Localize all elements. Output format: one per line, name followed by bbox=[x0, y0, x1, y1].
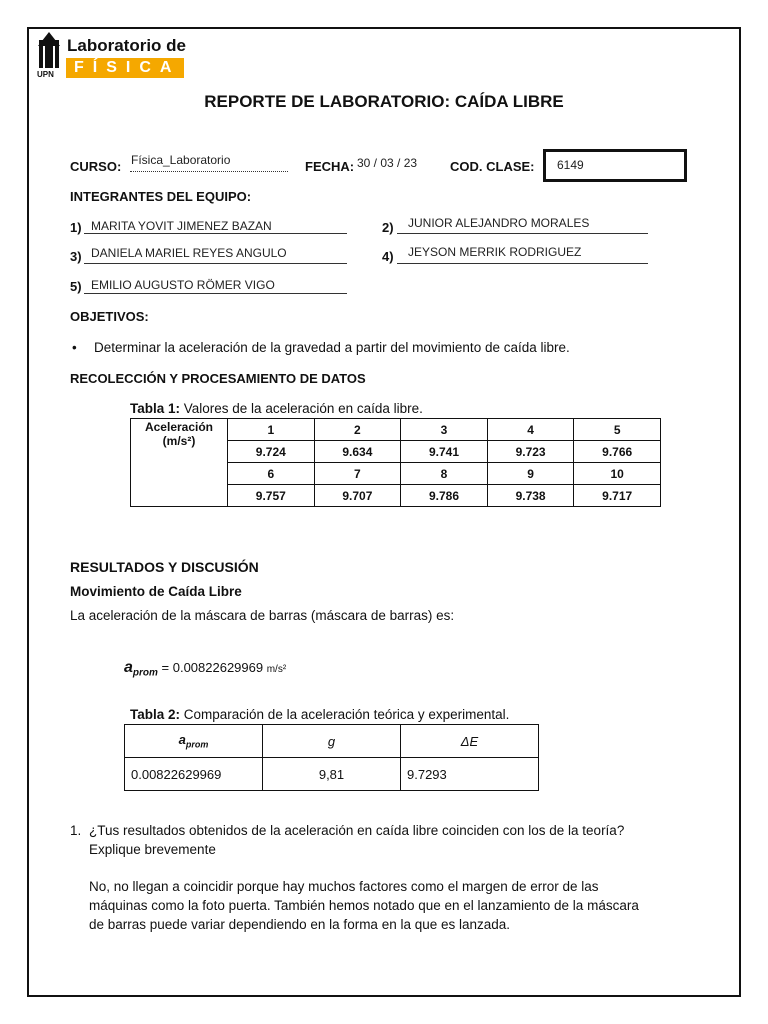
logo-line1: Laboratorio de bbox=[67, 36, 187, 55]
member-3-name: DANIELA MARIEL REYES ANGULO bbox=[91, 246, 287, 260]
member-4-name: JEYSON MERRIK RODRIGUEZ bbox=[408, 245, 582, 259]
objective-item: Determinar la aceleración de la gravedad a partir del movimiento de caída libre. bbox=[94, 340, 570, 355]
table2-caption bbox=[130, 707, 509, 722]
table1-caption bbox=[130, 401, 423, 416]
formula-subscript: prom bbox=[132, 667, 158, 679]
cod-clase-value: 6149 bbox=[557, 158, 584, 172]
member-2-num: 2) bbox=[382, 220, 394, 235]
member-2-line bbox=[397, 233, 648, 234]
table1-index: 10 bbox=[574, 463, 661, 485]
objectives-heading: OBJETIVOS: bbox=[70, 309, 149, 324]
results-intro: La aceleración de la máscara de barras (máscara de barras) es: bbox=[70, 608, 455, 623]
upn-logo bbox=[36, 32, 186, 82]
table2-caption-rest: Comparación de la aceleración teórica y experimental. bbox=[180, 707, 510, 722]
member-3-num: 3) bbox=[70, 249, 82, 264]
table1-value: 9.707 bbox=[314, 485, 401, 507]
table2-value-delta-e: 9.7293 bbox=[401, 758, 539, 791]
table1-index: 5 bbox=[574, 419, 661, 441]
table1-value: 9.634 bbox=[314, 441, 401, 463]
table1-value: 9.724 bbox=[228, 441, 315, 463]
curso-label: CURSO: bbox=[70, 159, 122, 174]
table2-value-g: 9,81 bbox=[263, 758, 401, 791]
table1-caption-bold: Tabla 1: bbox=[130, 401, 181, 416]
table1-row-header-line2: (m/s²) bbox=[162, 434, 196, 448]
table2-h1-symbol: a bbox=[178, 732, 186, 748]
comparison-table bbox=[124, 724, 539, 791]
question-line2: Explique brevemente bbox=[89, 842, 216, 857]
member-5-num: 5) bbox=[70, 279, 82, 294]
results-subheading: Movimiento de Caída Libre bbox=[70, 584, 242, 599]
table1-index: 1 bbox=[228, 419, 315, 441]
question-text bbox=[89, 821, 624, 859]
member-5-name: EMILIO AUGUSTO RÖMER VIGO bbox=[91, 278, 275, 292]
table1-index: 2 bbox=[314, 419, 401, 441]
curso-dots bbox=[130, 171, 288, 172]
table1-index: 9 bbox=[487, 463, 574, 485]
acceleration-table bbox=[130, 418, 661, 507]
member-1-num: 1) bbox=[70, 220, 82, 235]
answer-text bbox=[89, 877, 639, 934]
formula-value: = 0.00822629969 bbox=[157, 660, 267, 675]
table2-header-g: g bbox=[263, 725, 401, 758]
table1-index: 7 bbox=[314, 463, 401, 485]
table1-row-header-line1: Aceleración bbox=[144, 420, 214, 434]
table2-header-aprom bbox=[125, 725, 263, 758]
table1-value: 9.786 bbox=[401, 485, 488, 507]
member-3-line bbox=[84, 263, 347, 264]
formula-unit: m/s² bbox=[266, 664, 287, 675]
table2-value-aprom: 0.00822629969 bbox=[125, 758, 263, 791]
table1-row-header bbox=[131, 419, 228, 507]
fecha-value: 30 / 03 / 23 bbox=[357, 156, 418, 170]
table2-h1-sub: prom bbox=[185, 739, 209, 750]
results-heading: RESULTADOS Y DISCUSIÓN bbox=[70, 559, 259, 575]
answer-line3: de barras puede variar dependiendo en la forma en la que es lanzada. bbox=[89, 917, 511, 932]
question-number: 1. bbox=[70, 823, 82, 838]
logo-acronym: UPN bbox=[37, 70, 54, 79]
member-4-num: 4) bbox=[382, 249, 394, 264]
data-section-heading: RECOLECCIÓN Y PROCESAMIENTO DE DATOS bbox=[70, 371, 366, 386]
table1-value: 9.757 bbox=[228, 485, 315, 507]
table1-index: 6 bbox=[228, 463, 315, 485]
answer-line2: máquinas como la foto puerta. También hemos notado que en el lanzamiento de la máscara bbox=[89, 898, 639, 913]
table1-caption-rest: Valores de la aceleración en caída libre. bbox=[180, 401, 423, 416]
table1-value: 9.723 bbox=[487, 441, 574, 463]
page-title: REPORTE DE LABORATORIO: CAÍDA LIBRE bbox=[204, 92, 564, 111]
formula-symbol: a bbox=[124, 659, 133, 676]
table1-index: 3 bbox=[401, 419, 488, 441]
fecha-label: FECHA: bbox=[305, 159, 355, 174]
table1-index: 8 bbox=[401, 463, 488, 485]
member-2-name: JUNIOR ALEJANDRO MORALES bbox=[408, 216, 590, 230]
question-line1: ¿Tus resultados obtenidos de la aceleración en caída libre coinciden con los de la teoría? bbox=[89, 823, 625, 838]
average-formula bbox=[124, 659, 286, 679]
member-1-line bbox=[84, 233, 347, 234]
table2-header-delta-e: ΔE bbox=[401, 725, 539, 758]
logo-line2: FÍSICA bbox=[66, 58, 184, 78]
table1-value: 9.766 bbox=[574, 441, 661, 463]
team-heading: INTEGRANTES DEL EQUIPO: bbox=[70, 189, 252, 204]
curso-value: Física_Laboratorio bbox=[131, 153, 231, 167]
objective-bullet: • bbox=[72, 340, 77, 355]
table1-index: 4 bbox=[487, 419, 574, 441]
cod-clase-label: COD. CLASE: bbox=[450, 159, 535, 174]
member-1-name: MARITA YOVIT JIMENEZ BAZAN bbox=[91, 219, 272, 233]
member-4-line bbox=[397, 263, 648, 264]
member-5-line bbox=[84, 293, 347, 294]
table1-value: 9.738 bbox=[487, 485, 574, 507]
table1-value: 9.717 bbox=[574, 485, 661, 507]
table1-value: 9.741 bbox=[401, 441, 488, 463]
table2-caption-bold: Tabla 2: bbox=[130, 707, 181, 722]
answer-line1: No, no llegan a coincidir porque hay muchos factores como el margen de error de las bbox=[89, 879, 599, 894]
